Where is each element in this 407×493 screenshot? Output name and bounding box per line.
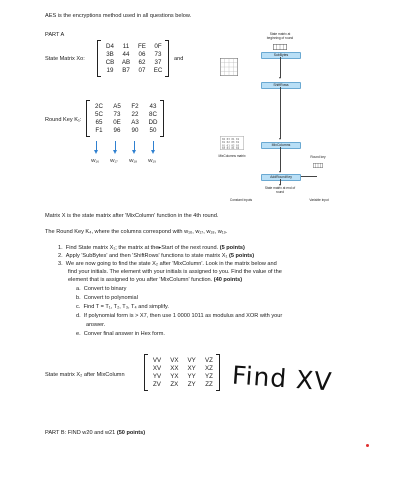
state-matrix-label: State Matrix Xo: xyxy=(45,56,85,62)
question-2: 2. Apply 'SubBytes' and then 'ShiftRows' functions to state matrix X₁ (5 points) xyxy=(58,253,255,259)
sub-a: a. Convert to binary xyxy=(76,286,127,292)
svg-text:02 03 01 01: 02 03 01 01 xyxy=(222,138,240,141)
sub-d-line-2: answer. xyxy=(86,322,106,328)
w18-label: W₁₈ xyxy=(129,159,138,164)
sub-e: e. Conver final answer in Hex form. xyxy=(76,331,165,337)
w16-label: W₁₆ xyxy=(91,159,100,164)
svg-text:01 02 03 01: 01 02 03 01 xyxy=(222,141,240,145)
mixcolumns-matrix-icon xyxy=(220,136,244,150)
addroundkey-box: AddRoundKey xyxy=(261,174,301,181)
sub-b: b. Convert to polynomial xyxy=(76,295,138,301)
svg-text:01 01 02 03: 01 01 02 03 xyxy=(222,144,240,148)
state-grid-icon xyxy=(273,44,287,50)
w17-label: W₁₇ xyxy=(110,159,118,164)
mix-matrix-label: State matrix X₂ after MixColumn xyxy=(45,372,125,378)
svg-text:03 01 01 02: 03 01 01 02 xyxy=(222,147,240,150)
round-key-matrix: 2C A5 F2 43 5C 73 22 8C 65 0E A3 DD F1 96 90 50 xyxy=(86,100,164,137)
handwritten-find-xv: Find XV xyxy=(231,360,334,397)
mix-matrix: VV VX VY VZ XV XX XY XZ YV YX YY YZ ZV ZX ZY ZZ xyxy=(144,354,220,391)
body-line-1: Matrix X is the state matrix after 'MixColumn' function in the 4th round. xyxy=(45,213,219,219)
shiftrows-box: ShiftRows xyxy=(261,82,301,89)
constant-inputs-label: Constant inputs xyxy=(229,198,253,202)
state-end-label: State matrix at end of round xyxy=(264,186,296,194)
state-matrix: D4 11 FE 0F 3B 44 06 73 CB AB 62 37 19 B7 07 EC xyxy=(97,40,169,77)
question-3-line-2: find your initials. The element with your initials is assigned to you. Find the value of the xyxy=(68,269,282,275)
part-b: PART B: FIND w20 and w21 (50 points) xyxy=(45,430,146,436)
mixcolumns-box: MixColumns xyxy=(261,142,301,149)
intro-text: AES is the encryptions method used in all questions below. xyxy=(45,13,192,19)
round-key-side-label: Round key xyxy=(310,155,326,159)
subbytes-box: SubBytes xyxy=(261,52,301,59)
body-line-2: The Round Key K₄, where the columns correspond with w₁₆, w₁₇, w₁₈, w₁₉. xyxy=(45,229,228,235)
question-3: 3. We are now going to find the state X₂ after 'MixColumn'. Look in the matrix below and xyxy=(58,261,277,267)
and-text: and xyxy=(174,56,184,62)
mixcolumns-matrix-label: MixColumns matrix xyxy=(218,154,246,158)
w19-label: W₁₉ xyxy=(148,159,157,164)
variable-input-label: Variable input xyxy=(309,198,329,202)
sub-d: d. If polynomial form is > X7, then use 1 0000 1011 as modulus and XOR with your xyxy=(76,313,283,319)
sbox-grid xyxy=(220,58,238,76)
red-dot-marker xyxy=(366,444,369,447)
question-3-line-3: element that is assigned to you after 'MixColumn' function. (40 points) xyxy=(68,277,243,283)
question-1: 1. Find State matrix X₁; the matrix at the▸Start of the next round. (5 points) xyxy=(58,245,245,251)
sub-c: c. Find T = T₁, T₂, T₃, T₄ and simplify. xyxy=(76,304,169,310)
round-key-grid xyxy=(313,163,323,168)
part-a-heading: PART A xyxy=(45,32,65,38)
round-key-label: Round Key K₁: xyxy=(45,117,82,123)
state-begin-label: State matrix at beginning of round xyxy=(266,32,294,40)
